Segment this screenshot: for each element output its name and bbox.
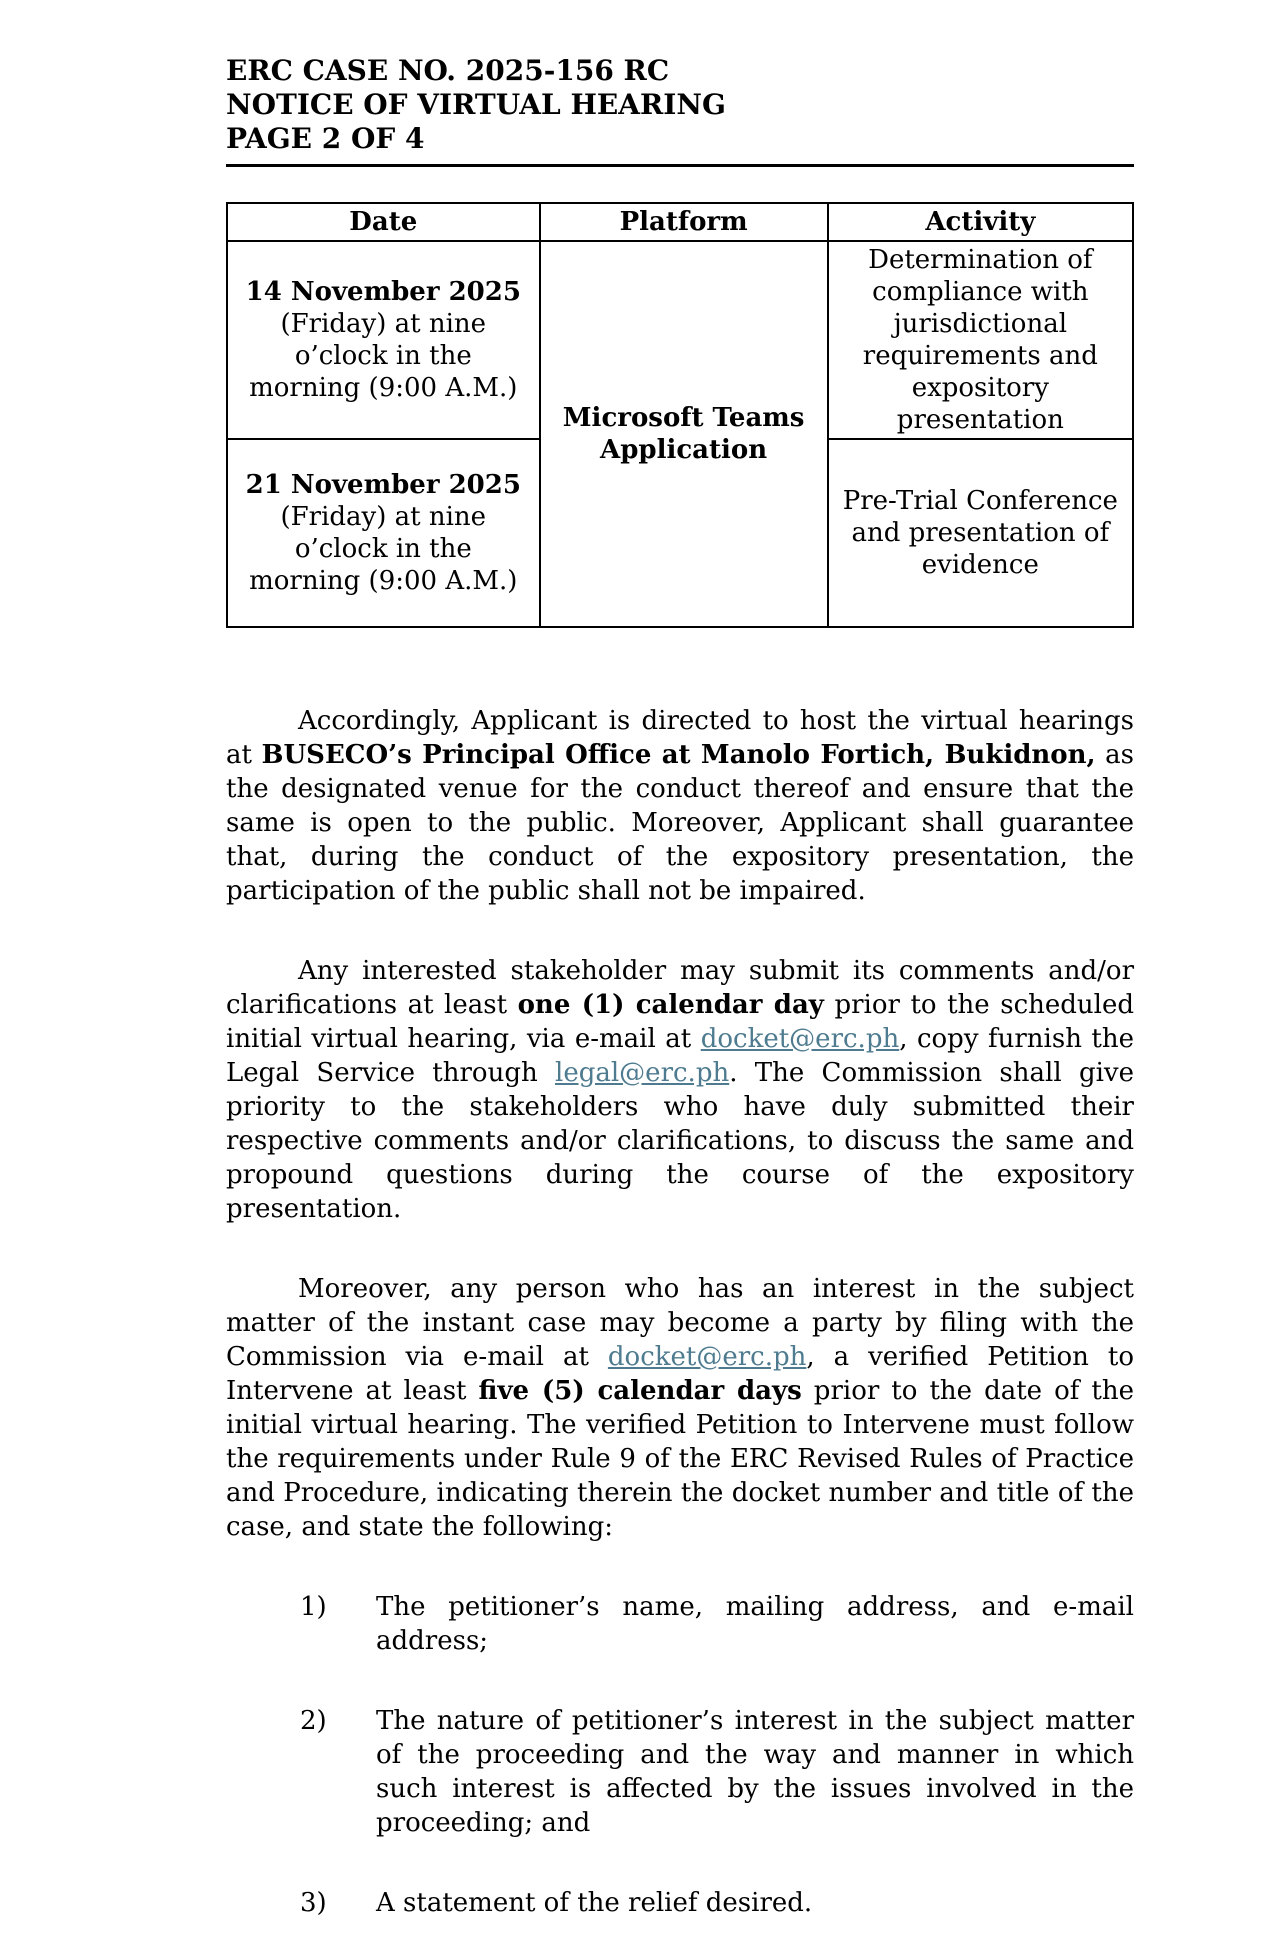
text-run: Moreover, any person who has an interest in the subject matter of the instant case may become a party by filing with the Commission via e-mail at (226, 1274, 1134, 1372)
list-item-text (376, 1886, 1134, 1920)
bold-text-run: five (5) calendar days (478, 1376, 802, 1406)
page-number-line: PAGE 2 OF 4 (226, 122, 425, 155)
text-run: . The Commission shall give priority to the stakeholders who have duly submitted their respective comments and/or clarifications, to discuss the same and propound questions during the course of the expository presentation. (226, 1058, 1134, 1224)
text-run: as the designated venue for the conduct thereof and ensure that the same is open to the public. Moreover, Applicant shall guarantee that, during the conduct of the expository presentation, the participation of the public shall not be impaired. (226, 740, 1135, 906)
text-run: prior to the scheduled initial virtual hearing, via e-mail at (226, 990, 1134, 1054)
document-header (226, 54, 1134, 167)
list-item-number: 2) (300, 1706, 327, 1736)
paragraph-venue-directive (226, 704, 1134, 908)
text-run: A statement of the relief desired. (376, 1888, 813, 1918)
list-item (300, 1704, 1134, 1840)
table-header-row (227, 203, 1133, 241)
list-item (300, 1886, 1134, 1920)
text-run: Accordingly, Applicant is directed to host the virtual hearings at (226, 706, 1134, 770)
email-link[interactable]: docket@erc.ph (607, 1342, 807, 1372)
bold-text-run: BUSECO’s Principal Office at Manolo Fortich, Bukidnon, (261, 740, 1096, 770)
list-item-number: 3) (300, 1888, 327, 1918)
email-link[interactable]: legal@erc.ph (555, 1058, 730, 1088)
notice-title-line: NOTICE OF VIRTUAL HEARING (226, 88, 726, 121)
hearing-time: (Friday) at nine o’clock in the morning (9:00 A.M.) (249, 309, 518, 403)
bold-text-run: one (1) calendar day (517, 990, 824, 1020)
column-header-date: Date (227, 203, 540, 241)
column-header-platform: Platform (540, 203, 828, 241)
hearing-schedule-table (226, 202, 1134, 628)
hearing-time: (Friday) at nine o’clock in the morning (9:00 A.M.) (249, 502, 518, 596)
platform-cell (540, 241, 828, 627)
date-cell (227, 439, 540, 627)
paragraph-petition-to-intervene (226, 1272, 1134, 1544)
text-run: prior to the date of the initial virtual hearing. The verified Petition to Intervene must follow the requirements under Rule 9 of the ERC Revised Rules of Practice and Procedure, indicating therein the docket number and title of the case, and state the following: (226, 1376, 1134, 1542)
list-item-text (376, 1704, 1134, 1840)
platform-name: Microsoft Teams Application (562, 403, 805, 465)
case-number-line: ERC CASE NO. 2025-156 RC (226, 54, 670, 87)
activity-cell: Pre-Trial Conference and presentation of evidence (828, 439, 1133, 627)
page-content (226, 54, 1134, 1920)
text-run: The petitioner’s name, mailing address, and e-mail address; (376, 1592, 1134, 1656)
list-item-number: 1) (300, 1592, 327, 1622)
email-link[interactable]: docket@erc.ph (700, 1024, 900, 1054)
list-item (300, 1590, 1134, 1658)
petition-requirements-list (226, 1590, 1134, 1920)
text-run: , a verified Petition to Intervene at least (226, 1342, 1134, 1406)
activity-cell: Determination of compliance with jurisdictional requirements and expository presentation (828, 241, 1133, 439)
date-cell (227, 241, 540, 439)
hearing-date: 14 November 2025 (245, 277, 521, 307)
paragraph-stakeholder-comments (226, 954, 1134, 1226)
column-header-activity: Activity (828, 203, 1133, 241)
hearing-date: 21 November 2025 (245, 470, 521, 500)
list-item-text (376, 1590, 1134, 1658)
table-row (227, 241, 1133, 439)
text-run: The nature of petitioner’s interest in the subject matter of the proceeding and the way and manner in which such interest is affected by the issues involved in the proceeding; and (376, 1706, 1134, 1838)
text-run: Any interested stakeholder may submit its comments and/or clarifications at least (226, 956, 1134, 1020)
text-run: , copy furnish the Legal Service through (226, 1024, 1134, 1088)
